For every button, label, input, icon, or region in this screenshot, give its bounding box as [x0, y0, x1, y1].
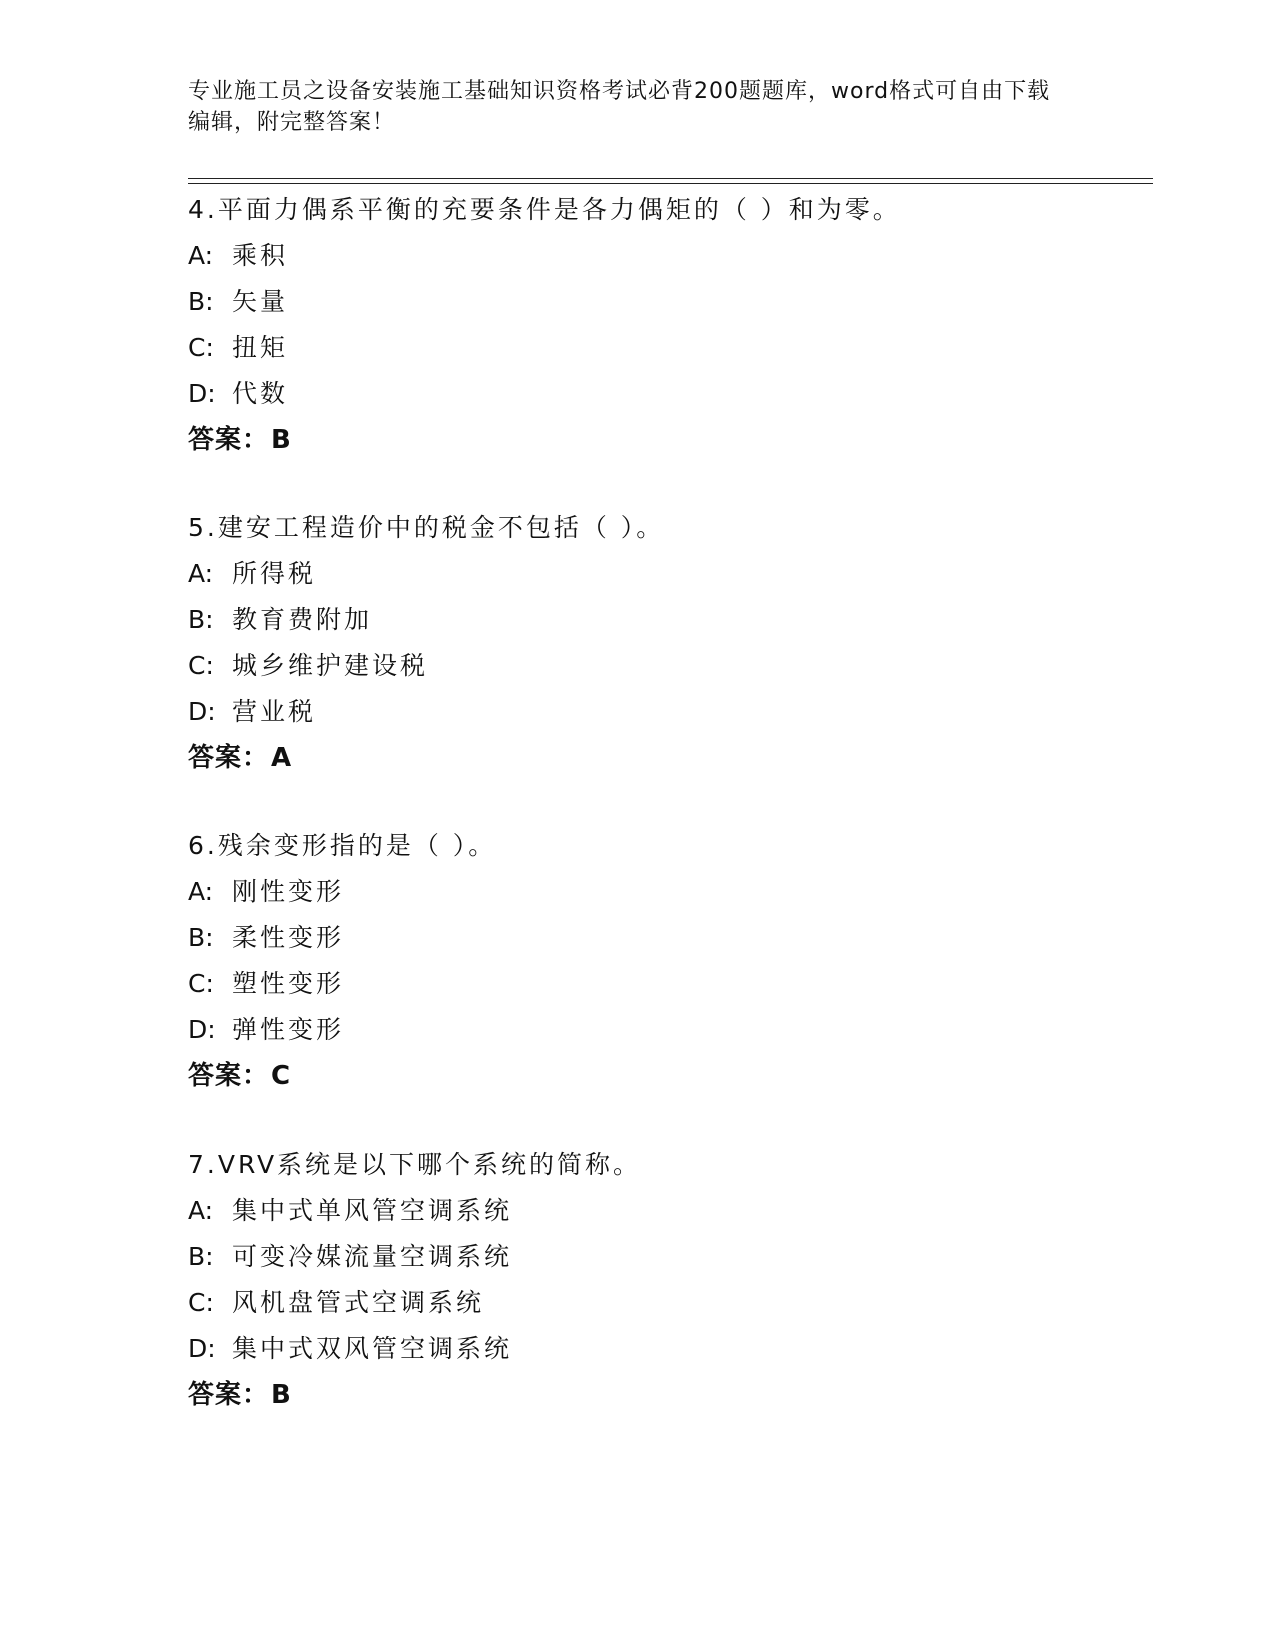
option-text: 风机盘管式空调系统: [232, 1288, 485, 1317]
option-label: B:: [188, 287, 214, 316]
option-b: [188, 597, 1148, 643]
option-a: [188, 1188, 1148, 1234]
option-text: 可变冷媒流量空调系统: [232, 1242, 513, 1271]
option-label: A:: [188, 241, 214, 270]
option-text: 塑性变形: [232, 969, 345, 998]
option-label: D:: [188, 1015, 216, 1044]
answer-line: [188, 417, 1148, 463]
option-label: C:: [188, 969, 214, 998]
question-5: [188, 505, 1148, 781]
header-divider-bottom: [188, 183, 1153, 184]
option-b: [188, 1234, 1148, 1280]
option-label: A:: [188, 1196, 214, 1225]
question-stem: 6.残余变形指的是（ ）。: [188, 831, 497, 860]
answer-line: [188, 1372, 1148, 1418]
option-a: [188, 869, 1148, 915]
question-4: [188, 187, 1148, 463]
document-header-intro: 专业施工员之设备安装施工基础知识资格考试必背200题题库，word格式可自由下载编辑，附完整答案！: [188, 79, 1051, 135]
header-divider-top: [188, 178, 1153, 179]
option-text: 代数: [232, 379, 289, 408]
option-d: [188, 1326, 1148, 1372]
option-a: [188, 233, 1148, 279]
answer-label: 答案：: [188, 425, 270, 455]
option-text: 集中式单风管空调系统: [232, 1196, 513, 1225]
option-text: 城乡维护建设税: [232, 651, 429, 680]
option-c: [188, 1280, 1148, 1326]
answer-value: B: [271, 1380, 292, 1410]
option-d: [188, 371, 1148, 417]
option-label: A:: [188, 559, 214, 588]
option-text: 教育费附加: [232, 605, 373, 634]
question-stem: 7.VRV系统是以下哪个系统的简称。: [188, 1150, 642, 1179]
option-label: C:: [188, 651, 214, 680]
option-label: D:: [188, 697, 216, 726]
option-text: 乘积: [232, 241, 289, 270]
option-text: 矢量: [232, 287, 289, 316]
option-d: [188, 1007, 1148, 1053]
option-label: B:: [188, 605, 214, 634]
option-c: [188, 961, 1148, 1007]
option-label: C:: [188, 333, 214, 362]
option-text: 弹性变形: [232, 1015, 345, 1044]
question-stem: 4.平面力偶系平衡的充要条件是各力偶矩的（ ）和为零。: [188, 195, 901, 224]
option-c: [188, 325, 1148, 371]
option-label: C:: [188, 1288, 214, 1317]
answer-value: A: [271, 743, 293, 773]
option-text: 刚性变形: [232, 877, 345, 906]
question-7: [188, 1142, 1148, 1418]
option-text: 扭矩: [232, 333, 289, 362]
answer-label: 答案：: [188, 1380, 270, 1410]
question-stem: 5.建安工程造价中的税金不包括（ ）。: [188, 513, 665, 542]
option-text: 柔性变形: [232, 923, 345, 952]
answer-line: [188, 1053, 1148, 1099]
answer-line: [188, 735, 1148, 781]
option-text: 集中式双风管空调系统: [232, 1334, 513, 1363]
option-label: A:: [188, 877, 214, 906]
option-label: B:: [188, 1242, 214, 1271]
option-a: [188, 551, 1148, 597]
option-text: 营业税: [232, 697, 317, 726]
option-d: [188, 689, 1148, 735]
option-text: 所得税: [232, 559, 317, 588]
option-label: B:: [188, 923, 214, 952]
question-6: [188, 823, 1148, 1099]
option-c: [188, 643, 1148, 689]
option-b: [188, 279, 1148, 325]
answer-value: B: [271, 425, 292, 455]
option-label: D:: [188, 379, 216, 408]
answer-label: 答案：: [188, 743, 270, 773]
option-label: D:: [188, 1334, 216, 1363]
option-b: [188, 915, 1148, 961]
answer-label: 答案：: [188, 1061, 270, 1091]
answer-value: C: [271, 1061, 292, 1091]
